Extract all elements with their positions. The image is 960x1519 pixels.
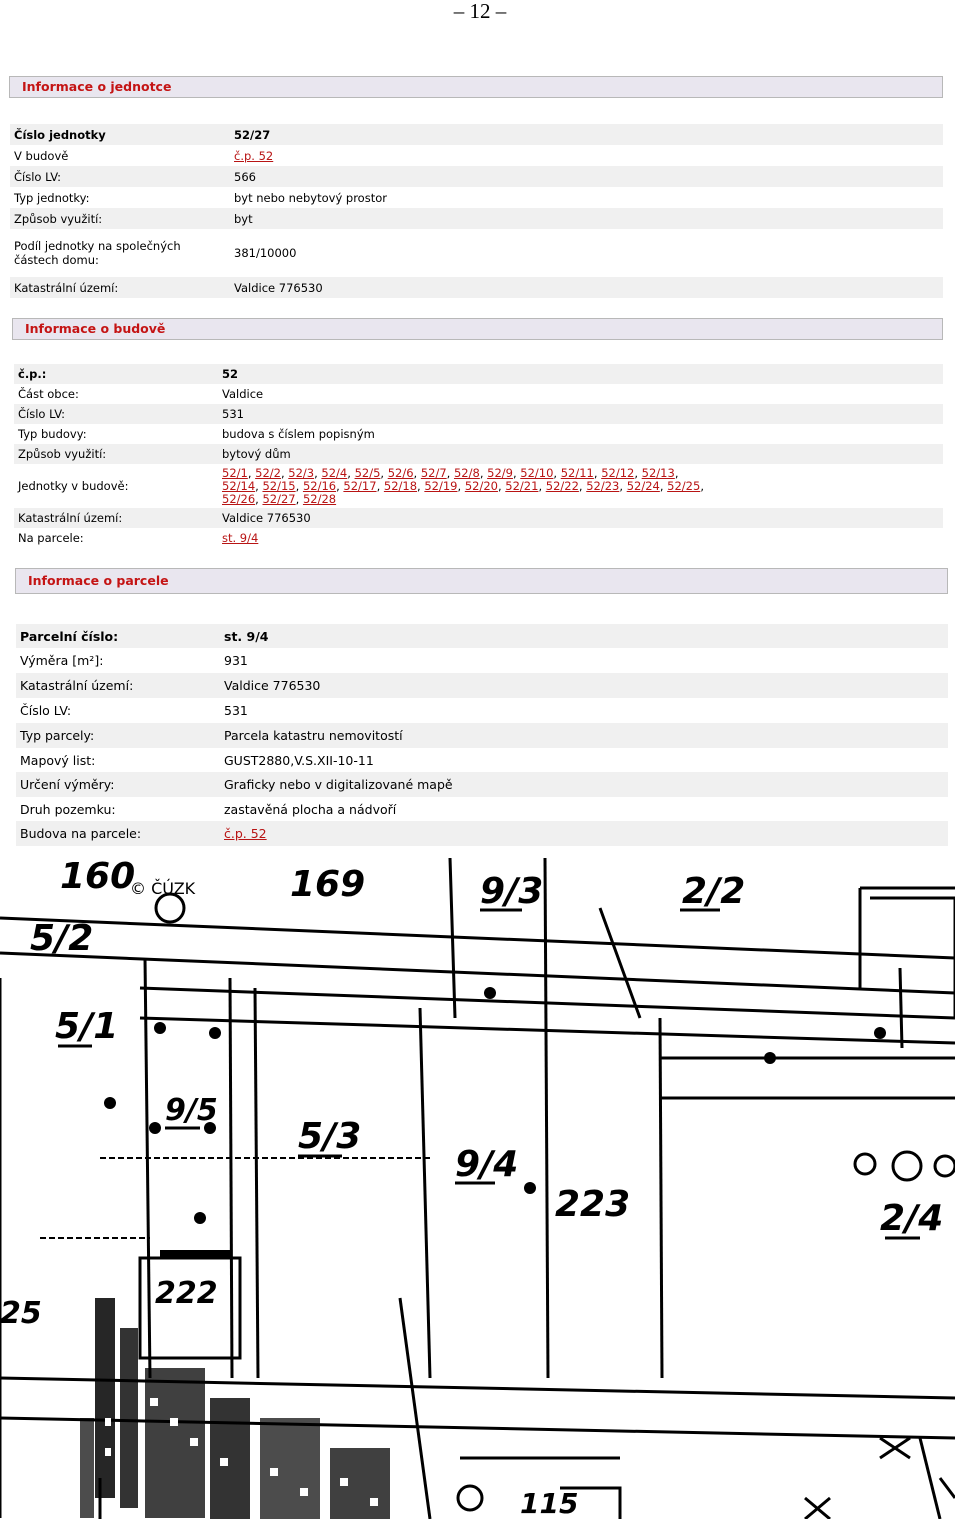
map-parcel-label: 5/3 [298, 1116, 362, 1157]
table-row [16, 748, 948, 772]
building-part-value: Valdice [222, 387, 264, 401]
unit-number-value: 52/27 [230, 124, 943, 145]
table-row [16, 797, 948, 821]
map-parcel-label: 9/5 [165, 1093, 218, 1128]
unit-cadastral-label: Katastrální území: [10, 277, 230, 298]
unit-link[interactable]: 52/24 [626, 478, 660, 493]
map-parcel-label: 223 [555, 1184, 631, 1225]
building-lv-value: 531 [218, 404, 943, 424]
building-parcel-label: Na parcele: [18, 531, 84, 545]
parcel-type-label: Typ parcely: [16, 723, 220, 748]
map-parcel-label: 2/4 [880, 1198, 944, 1239]
table-row [10, 166, 943, 187]
unit-separator: , [553, 465, 561, 480]
parcel-lv-value: 531 [224, 703, 248, 718]
parcel-lv-label: Číslo LV: [20, 703, 72, 718]
table-row [10, 187, 943, 208]
building-type-value: budova s číslem popisným [222, 427, 375, 441]
map-parcel-label: 9/4 [455, 1144, 519, 1185]
building-section-header: Informace o budově [12, 318, 943, 340]
table-row [16, 772, 948, 797]
table-row [16, 698, 948, 723]
parcel-cadastral-value: Valdice 776530 [220, 673, 948, 698]
table-row [14, 508, 943, 528]
unit-link[interactable]: 52/18 [383, 478, 418, 493]
parcel-number-label: Parcelní číslo: [16, 624, 220, 648]
unit-link[interactable]: 52/14 [222, 478, 256, 493]
unit-usage-value: byt [230, 208, 943, 229]
unit-link[interactable]: 52/7 [420, 465, 447, 480]
unit-separator: , [280, 465, 289, 480]
building-part-label: Část obce: [18, 387, 79, 401]
unit-separator: , [347, 465, 355, 480]
unit-link[interactable]: 52/20 [464, 478, 498, 493]
unit-link[interactable]: 52/26 [222, 491, 256, 506]
table-row [16, 624, 948, 648]
parcel-cadastral-label: Katastrální území: [16, 673, 220, 698]
unit-separator: , [417, 478, 425, 493]
unit-link[interactable]: 52/17 [343, 478, 377, 493]
cadastral-map-drawing [0, 858, 955, 1519]
unit-link[interactable]: 52/12 [601, 465, 635, 480]
table-row [14, 464, 943, 508]
map-parcel-label: 169 [290, 864, 366, 905]
unit-separator: , [336, 478, 344, 493]
unit-separator: , [700, 478, 704, 493]
unit-separator: , [538, 478, 546, 493]
map-parcel-label: 2/2 [682, 871, 746, 912]
parcel-landtype-label: Druh pozemku: [20, 801, 116, 817]
map-parcel-label: 160 [60, 858, 136, 897]
parcel-method-label: Určení výměry: [16, 772, 220, 797]
building-info-table [14, 364, 943, 548]
unit-link[interactable]: 52/16 [302, 478, 337, 493]
unit-link[interactable]: 52/15 [262, 478, 296, 493]
building-units-list [218, 464, 943, 508]
unit-type-value: byt nebo nebytový prostor [234, 190, 387, 205]
table-row [14, 384, 943, 404]
table-row [16, 723, 948, 748]
unit-cadastral-value: Valdice 776530 [230, 277, 943, 298]
unit-separator: , [376, 478, 384, 493]
parcel-number-value: st. 9/4 [220, 624, 948, 648]
unit-separator: , [295, 491, 303, 506]
table-row [16, 648, 948, 673]
parcel-method-value: Graficky nebo v digitalizované mapě [220, 772, 948, 797]
table-row [10, 229, 943, 277]
table-row [10, 208, 943, 229]
unit-share-label: Podíl jednotky na společných částech domu: [14, 239, 181, 267]
building-lv-label: Číslo LV: [14, 404, 218, 424]
map-parcel-label: 5/1 [55, 1006, 119, 1047]
map-parcel-label: 25 [0, 1296, 42, 1331]
unit-separator: , [659, 478, 668, 493]
parcel-info-table [16, 624, 948, 846]
unit-lv-value: 566 [230, 166, 943, 187]
unit-separator: , [413, 465, 421, 480]
unit-link[interactable]: 52/27 [262, 491, 296, 506]
unit-link[interactable]: 52/25 [667, 478, 701, 493]
unit-separator: , [255, 491, 263, 506]
unit-lv-label: Číslo LV: [10, 166, 230, 187]
unit-link[interactable]: 52/28 [302, 491, 337, 506]
building-parcel-link[interactable]: st. 9/4 [222, 531, 259, 545]
building-cadastral-value: Valdice 776530 [218, 508, 943, 528]
parcel-area-value: 931 [224, 653, 248, 668]
unit-type-label: Typ jednotky: [14, 190, 90, 205]
table-row [10, 145, 943, 166]
cadastral-map[interactable] [0, 858, 955, 1519]
parcel-mapsheet-label: Mapový list: [20, 752, 96, 768]
parcel-mapsheet-value: GUST2880,V.S.XII-10-11 [224, 752, 374, 768]
unit-link[interactable]: 52/8 [453, 465, 480, 480]
unit-separator: , [497, 478, 506, 493]
unit-link[interactable]: 52/4 [321, 465, 348, 480]
unit-link[interactable]: 52/11 [560, 465, 594, 480]
unit-usage-label: Způsob využití: [10, 208, 230, 229]
unit-separator: , [593, 465, 602, 480]
unit-separator: , [512, 465, 521, 480]
map-parcel-label: 5/2 [30, 918, 94, 959]
unit-separator: , [479, 465, 488, 480]
building-cadastral-label: Katastrální území: [14, 508, 218, 528]
parcel-area-label: Výměra [m²]: [20, 653, 104, 668]
table-row [10, 277, 943, 298]
unit-separator: , [380, 465, 388, 480]
building-cp-value: 52 [218, 364, 943, 384]
unit-link[interactable]: 52/1 [222, 465, 248, 480]
table-row [16, 821, 948, 846]
map-parcel-label: 222 [155, 1276, 218, 1311]
building-usage-value: bytový dům [218, 444, 943, 464]
table-row [10, 124, 943, 145]
unit-building-link[interactable]: č.p. 52 [234, 148, 274, 163]
parcel-type-value: Parcela katastru nemovitostí [220, 723, 948, 748]
unit-separator: , [446, 465, 454, 480]
unit-building-label: V budově [14, 148, 69, 163]
parcel-landtype-value: zastavěná plocha a nádvoří [224, 801, 397, 817]
unit-separator: , [247, 465, 256, 480]
unit-link[interactable]: 52/10 [520, 465, 554, 480]
page-number: – 12 – [453, 0, 507, 23]
unit-separator: , [314, 465, 322, 480]
unit-link[interactable]: 52/19 [424, 478, 458, 493]
table-row [14, 444, 943, 464]
table-row [14, 424, 943, 444]
unit-separator: , [619, 478, 627, 493]
map-parcel-label: 115 [520, 1487, 579, 1519]
unit-info-table [10, 124, 943, 298]
building-type-label: Typ budovy: [18, 427, 87, 441]
unit-separator: , [255, 478, 263, 493]
unit-link[interactable]: 52/22 [545, 478, 579, 493]
parcel-building-link[interactable]: č.p. 52 [224, 826, 267, 841]
building-usage-label: Způsob využití: [14, 444, 218, 464]
table-row [14, 364, 943, 384]
map-copyright: © ČÚZK [130, 879, 196, 898]
unit-separator: , [634, 465, 642, 480]
parcel-building-label: Budova na parcele: [16, 821, 220, 846]
unit-section-header: Informace o jednotce [9, 76, 943, 98]
unit-separator: , [578, 478, 587, 493]
table-row [14, 404, 943, 424]
building-cp-label: č.p.: [14, 364, 218, 384]
unit-separator: , [295, 478, 303, 493]
unit-number-label: Číslo jednotky [10, 124, 230, 145]
unit-separator: , [457, 478, 465, 493]
unit-link[interactable]: 52/2 [255, 465, 281, 480]
unit-link[interactable]: 52/13 [641, 465, 675, 480]
unit-separator: , [674, 465, 679, 480]
unit-link[interactable]: 52/6 [387, 465, 414, 480]
unit-link[interactable]: 52/9 [487, 465, 513, 480]
table-row [16, 673, 948, 698]
building-units-label: Jednotky v budově: [18, 479, 129, 493]
map-parcel-label: 9/3 [480, 871, 544, 912]
unit-share-value: 381/10000 [234, 246, 297, 260]
table-row [14, 528, 943, 548]
parcel-section-header: Informace o parcele [15, 568, 948, 594]
unit-link[interactable]: 52/21 [505, 478, 539, 493]
unit-link[interactable]: 52/5 [354, 465, 381, 480]
unit-link[interactable]: 52/23 [586, 478, 620, 493]
unit-link[interactable]: 52/3 [288, 465, 315, 480]
